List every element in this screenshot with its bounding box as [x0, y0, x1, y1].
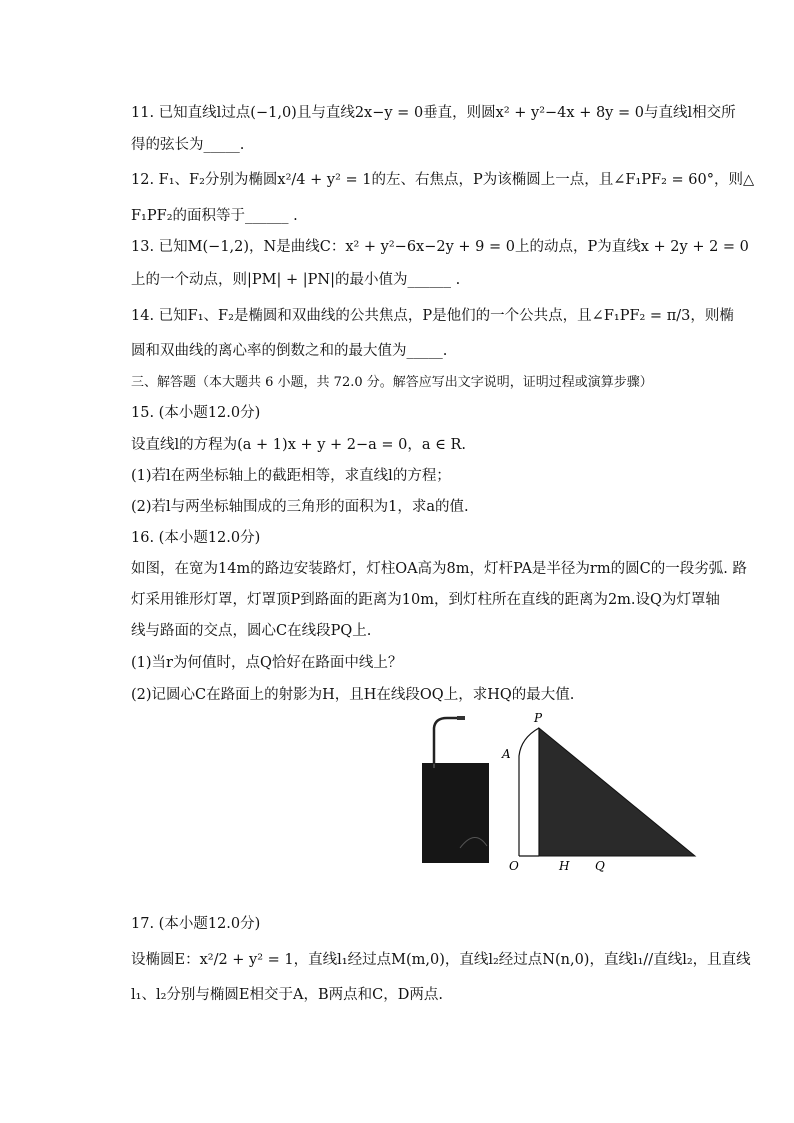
q16-line-4: (1)当r为何值时，点Q恰好在路面中线上？	[131, 655, 403, 671]
q13-line-1: 13. 已知M(−1,2)，N是曲线C：x² + y²−6x−2y + 9 = 0上的动点，P为直线x + 2y + 2 = 0	[131, 239, 749, 255]
q16-line-2: 灯采用锥形灯罩，灯罩顶P到路面的距离为10m，到灯柱所在直线的距离为2m.设Q为灯罩轴	[131, 592, 720, 608]
q16-line-5: (2)记圆心C在路面上的射影为H，且H在线段OQ上，求HQ的最大值.	[131, 687, 575, 703]
q17-line-2: l₁、l₂分别与椭圆E相交于A，B两点和C，D两点.	[131, 987, 443, 1003]
q15-header: 15. (本小题12.0分)	[131, 405, 261, 421]
label-o: O	[509, 859, 519, 873]
q16-header: 16. (本小题12.0分)	[131, 530, 261, 546]
q15-line-1: 设直线l的方程为(a + 1)x + y + 2−a = 0，a ∈ R.	[131, 437, 467, 453]
label-a: A	[502, 747, 511, 761]
lamp-cone-triangle	[539, 728, 695, 856]
street-lamp-figure	[415, 708, 700, 878]
q14-line-2: 圆和双曲线的离心率的倒数之和的最大值为_____.	[131, 343, 448, 359]
q12-line-1: 12. F₁、F₂分别为椭圆x²/4 + y² = 1的左、右焦点，P为该椭圆上一点，且∠F₁PF₂ = 60°，则△	[131, 172, 755, 188]
q17-line-1: 设椭圆E：x²/2 + y² = 1，直线l₁经过点M(m,0)，直线l₂经过点N(n,0)，直线l₁//直线l₂，且直线	[131, 952, 751, 968]
q16-line-3: 线与路面的交点，圆心C在线段PQ上.	[131, 623, 372, 639]
label-q: Q	[595, 859, 605, 873]
q17-header: 17. (本小题12.0分)	[131, 916, 261, 932]
q15-line-3: (2)若l与两坐标轴围成的三角形的面积为1，求a的值.	[131, 499, 469, 515]
q15-line-2: (1)若l在两坐标轴上的截距相等，求直线l的方程；	[131, 468, 451, 484]
q11-line-2: 得的弦长为_____.	[131, 137, 245, 153]
lamp-pole-outline	[519, 728, 539, 856]
q11-line-1: 11. 已知直线l过点(−1,0)且与直线2x−y = 0垂直，则圆x² + y²−4x + 8y = 0与直线l相交所	[131, 105, 736, 121]
lamp-photo	[422, 716, 489, 863]
q14-line-1: 14. 已知F₁、F₂是椭圆和双曲线的公共焦点，P是他们的一个公共点，且∠F₁PF₂ = π/3，则椭	[131, 308, 734, 324]
section-heading: 三、解答题（本大题共 6 小题，共 72.0 分。解答应写出文字说明，证明过程或演算步骤）	[131, 375, 653, 390]
q12-line-2: F₁PF₂的面积等于______ .	[131, 208, 298, 224]
label-p: P	[534, 711, 543, 725]
label-h: H	[559, 859, 570, 873]
q13-line-2: 上的一个动点，则|PM| + |PN|的最小值为______ .	[131, 272, 461, 288]
q16-line-1: 如图，在宽为14m的路边安装路灯，灯柱OA高为8m，灯杆PA是半径为rm的圆C的一段劣弧. 路	[131, 561, 747, 577]
